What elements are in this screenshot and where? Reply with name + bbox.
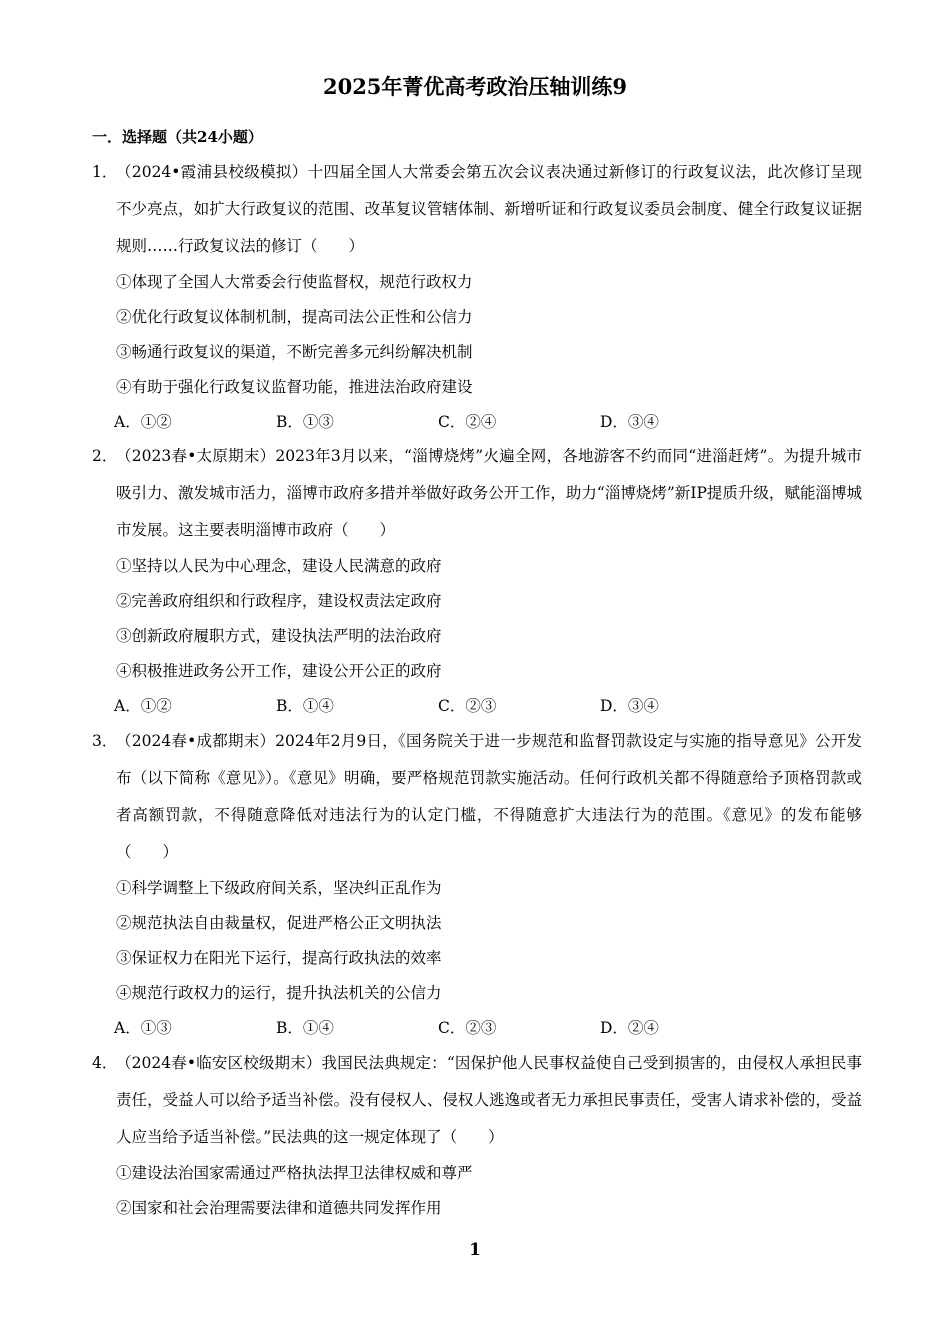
choice-c: C．②③ bbox=[438, 697, 497, 715]
question-stem: （2024春•成都期末）2024年2月9日，《国务院关于进一步规范和监督罚款设定与实施的指导意见》公开发布（以下简称《意见》）。《意见》明确，要严格规范罚款实施活动。任何行政机关都不得随意给予顶格罚款或者高额罚款，不得随意降低对违法行为的认定门槛，不得随意扩大违法行为的范围。《意见》的发布能够（ ） bbox=[116, 732, 862, 861]
answer-choices bbox=[92, 405, 862, 440]
question-3 bbox=[92, 723, 862, 1046]
option-statement: ①体现了全国人大常委会行使监督权，规范行政权力 bbox=[116, 273, 473, 291]
question-stem: （2023春•太原期末）2023年3月以来，“淄博烧烤”火遍全网，各地游客不约而同“进淄赶烤”。为提升城市吸引力、激发城市活力，淄博市政府多措并举做好政务公开工作，助力“淄博烧烤”新IP提质升级，赋能淄博城市发展。这主要表明淄博市政府（ ） bbox=[116, 447, 862, 539]
question-number: 1． bbox=[92, 163, 118, 181]
question-number: 3． bbox=[92, 732, 118, 750]
question-number: 2． bbox=[92, 447, 118, 465]
option-statement: ②完善政府组织和行政程序，建设权责法定政府 bbox=[116, 592, 442, 610]
choice-a: A．①② bbox=[114, 413, 172, 431]
page-title: 2025年菁优高考政治压轴训练9 bbox=[322, 74, 628, 99]
option-statement: ④规范行政权力的运行，提升执法机关的公信力 bbox=[116, 984, 442, 1002]
option-statement: ②国家和社会治理需要法律和道德共同发挥作用 bbox=[116, 1199, 442, 1217]
option-statement: ①建设法治国家需通过严格执法捍卫法律权威和尊严 bbox=[116, 1164, 473, 1182]
question-4 bbox=[92, 1045, 862, 1226]
question-number: 4． bbox=[92, 1054, 118, 1072]
choice-a: A．①③ bbox=[114, 1019, 172, 1037]
option-statement: ②优化行政复议体制机制，提高司法公正性和公信力 bbox=[116, 308, 473, 326]
option-statement: ①科学调整上下级政府间关系，坚决纠正乱作为 bbox=[116, 879, 442, 897]
page-number: 1 bbox=[469, 1240, 481, 1260]
option-statement: ④积极推进政务公开工作，建设公开公正的政府 bbox=[116, 662, 442, 680]
question-1 bbox=[92, 154, 862, 440]
option-statement: ③畅通行政复议的渠道，不断完善多元纠纷解决机制 bbox=[116, 343, 473, 361]
answer-choices bbox=[92, 1011, 862, 1046]
choice-d: D．②④ bbox=[600, 1019, 659, 1037]
choice-c: C．②④ bbox=[438, 413, 497, 431]
question-2 bbox=[92, 438, 862, 724]
option-statement: ③创新政府履职方式，建设执法严明的法治政府 bbox=[116, 627, 442, 645]
option-statement: ③保证权力在阳光下运行，提高行政执法的效率 bbox=[116, 949, 442, 967]
answer-choices bbox=[92, 689, 862, 724]
option-statement: ④有助于强化行政复议监督功能，推进法治政府建设 bbox=[116, 378, 473, 396]
choice-d: D．③④ bbox=[600, 413, 659, 431]
choice-b: B．①④ bbox=[276, 697, 334, 715]
choice-a: A．①② bbox=[114, 697, 172, 715]
choice-b: B．①④ bbox=[276, 1019, 334, 1037]
option-statement: ①坚持以人民为中心理念，建设人民满意的政府 bbox=[116, 557, 442, 575]
option-statement: ②规范执法自由裁量权，促进严格公正文明执法 bbox=[116, 914, 442, 932]
choice-c: C．②③ bbox=[438, 1019, 497, 1037]
question-stem: （2024春•临安区校级期末）我国民法典规定：“因保护他人民事权益使自己受到损害的，由侵权人承担民事责任，受益人可以给予适当补偿。没有侵权人、侵权人逃逸或者无力承担民事责任，受害人请求补偿的，受益人应当给予适当补偿。”民法典的这一规定体现了（ ） bbox=[116, 1054, 862, 1146]
choice-d: D．③④ bbox=[600, 697, 659, 715]
section-heading: 一．选择题（共24小题） bbox=[92, 128, 263, 146]
question-stem: （2024•霞浦县校级模拟）十四届全国人大常委会第五次会议表决通过新修订的行政复议法，此次修订呈现不少亮点，如扩大行政复议的范围、改革复议管辖体制、新增听证和行政复议委员会制度、健全行政复议证据规则……行政复议法的修订（ ） bbox=[116, 163, 862, 255]
choice-b: B．①③ bbox=[276, 413, 334, 431]
